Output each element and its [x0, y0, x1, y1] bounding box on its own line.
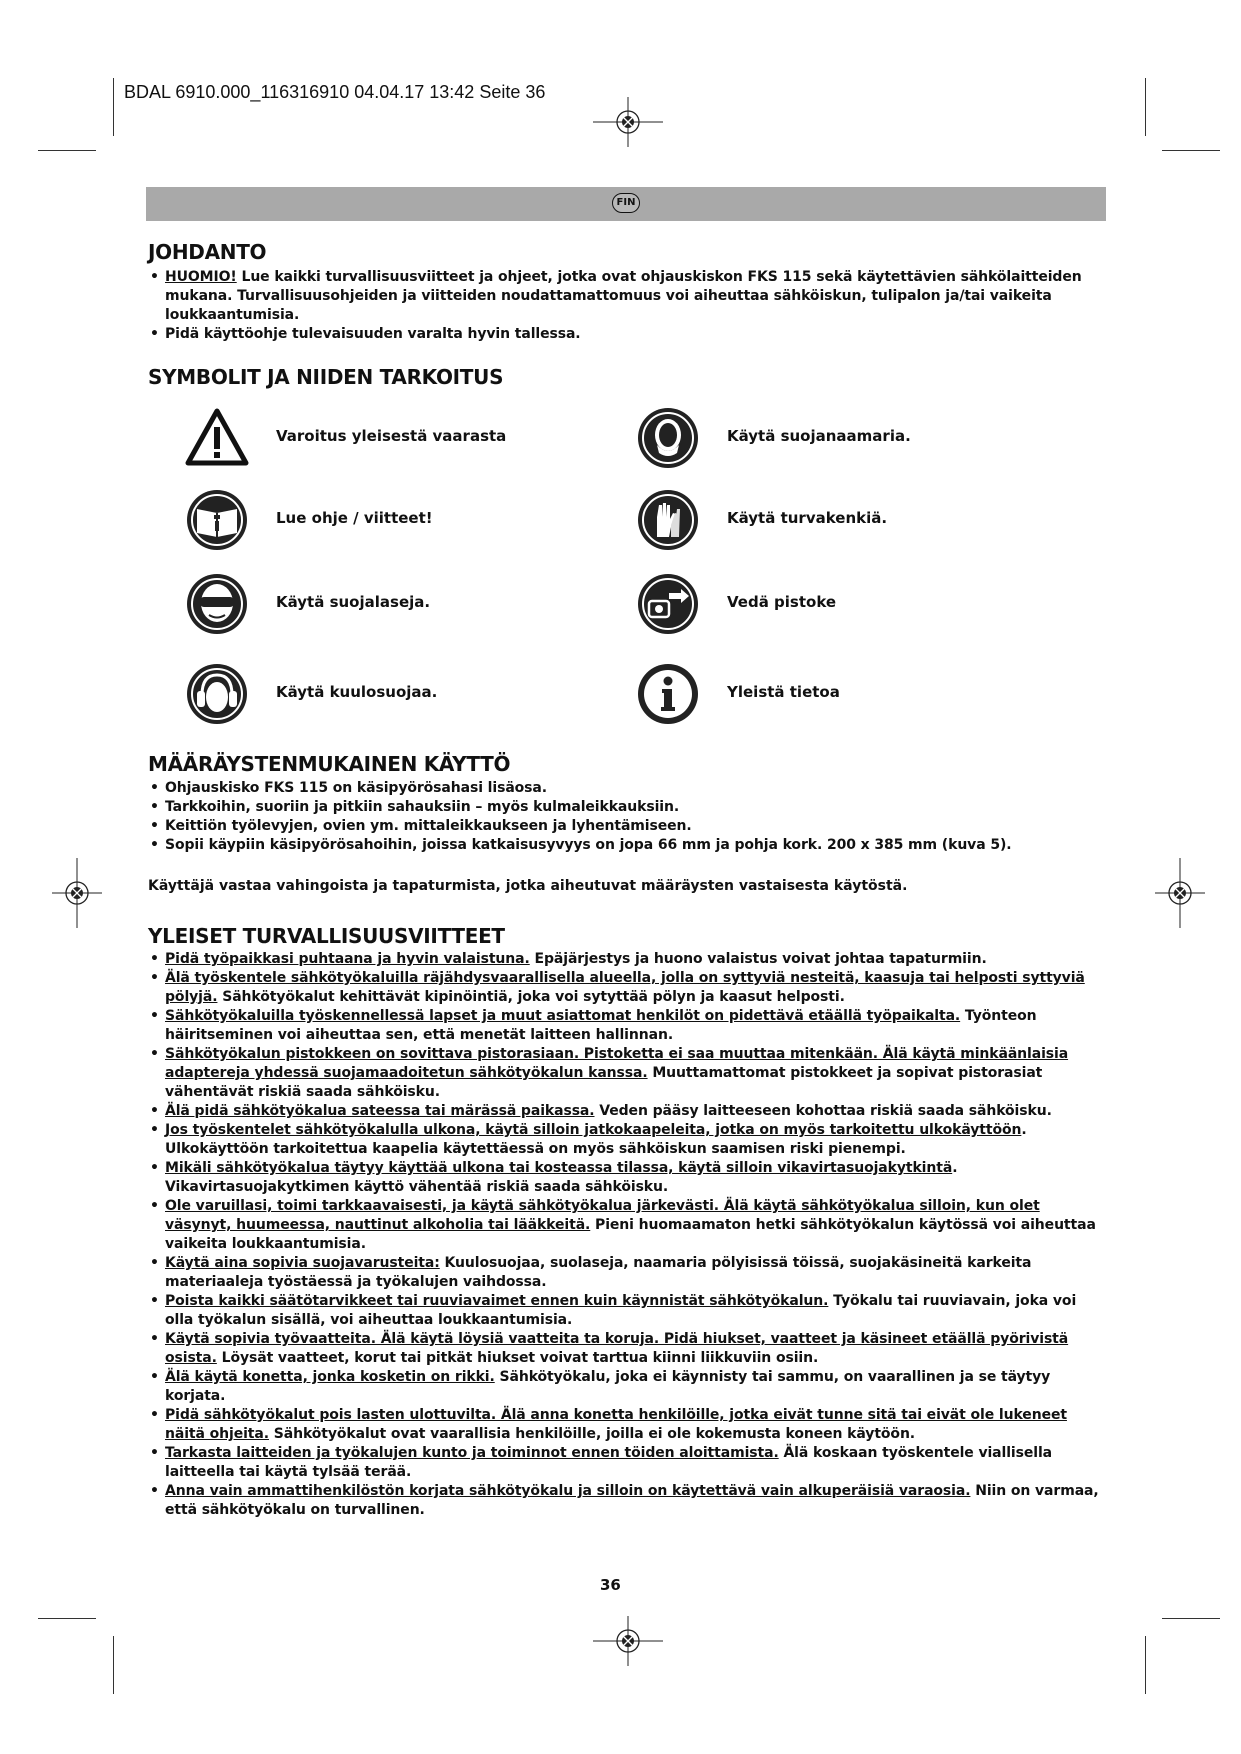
safety-bullet-text: Kuulosuojaa, suolaseja, naamaria pölyisissä töissä, suojakäsineitä karkeita materiaaleja työstäessä ja työkalujen vaihdossa.	[165, 1255, 1032, 1290]
safety-bullet-emphasis: Jos työskentelet sähkötyökalulla ulkona, käytä silloin jatkokaapeleita, jotka on myös tarkoitettu ulkokäyttöön	[165, 1122, 1022, 1138]
crop-mark	[113, 1636, 114, 1694]
crop-mark	[113, 78, 114, 136]
safety-glasses-icon	[184, 571, 250, 637]
crop-mark	[1162, 1618, 1220, 1619]
safety-bullet-text: Epäjärjestys ja huono valaistus voivat johtaa tapaturmiin.	[529, 951, 987, 967]
symbols-title: SYMBOLIT JA NIIDEN TARKOITUS	[148, 365, 504, 389]
symbol-label: Käytä turvakenkiä.	[727, 509, 888, 527]
face-mask-icon	[635, 405, 701, 471]
intended-use-bullet: • Sopii käypiin käsipyörösahoihin, joissa katkaisusyvyys on jopa 66 mm ja pohja kork. 200 x 385 mm (kuva 5).	[148, 836, 1108, 855]
symbol-label: Käytä kuulosuojaa.	[276, 683, 438, 701]
safety-bullet-emphasis: Poista kaikki säätötarvikkeet tai ruuviavaimet ennen kuin käynnistät sähkötyökalun.	[165, 1293, 829, 1309]
safety-bullet-text: Veden pääsy laitteeseen kohottaa riskiä saada sähköisku.	[594, 1103, 1052, 1119]
intended-use-bullet: • Keittiön työlevyjen, ovien ym. mittaleikkaukseen ja lyhentämiseen.	[148, 817, 1108, 836]
registration-mark-top	[593, 97, 663, 147]
safety-bullet-text: Sähkötyökalut ovat vaarallisia henkilöille, joilla ei ole kokemusta koneen käytöön.	[268, 1426, 916, 1442]
safety-bullet	[148, 1007, 1108, 1045]
safety-bullet	[148, 1406, 1108, 1444]
print-header: BDAL 6910.000_116316910 04.04.17 13:42 Seite 36	[124, 82, 546, 102]
safety-bullet-emphasis: Sähkötyökalun pistokkeen on sovittava pistorasiaan. Pistoketta ei saa muuttaa mitenkään. Älä käytä minkäänlaisia adaptereja yhdessä suojamaadoitetun sähkötyökalun kanssa.	[165, 1046, 1069, 1081]
safety-bullet-text: Sähkötyökalu, joka ei käynnisty tai sammu, on vaarallinen ja se täytyy korjata.	[165, 1369, 1051, 1404]
symbol-label: Käytä suojalaseja.	[276, 593, 431, 611]
safety-bullet	[148, 969, 1108, 1007]
safety-bullet-text: . Vikavirtasuojakytkimen käyttö vähentää riskiä saada sähköisku.	[165, 1160, 958, 1195]
safety-bullet-emphasis: Käytä aina sopivia suojavarusteita:	[165, 1255, 440, 1271]
crop-mark	[1162, 150, 1220, 151]
safety-bullet	[148, 1159, 1108, 1197]
intended-use-section	[148, 752, 1108, 896]
safety-bullet	[148, 1121, 1108, 1159]
language-badge: FIN	[612, 193, 640, 213]
page-number: 36	[600, 1576, 621, 1594]
ear-protection-icon	[184, 661, 250, 727]
symbol-label: Lue ohje / viitteet!	[276, 509, 433, 527]
safety-bullet	[148, 1292, 1108, 1330]
symbol-label: Varoitus yleisestä vaarasta	[276, 427, 507, 445]
unplug-icon	[635, 571, 701, 637]
safety-bullet	[148, 1197, 1108, 1254]
language-band	[146, 187, 1106, 221]
safety-bullet	[148, 1368, 1108, 1406]
safety-section	[148, 924, 1108, 1520]
safety-bullet	[148, 1330, 1108, 1368]
safety-bullet-emphasis: Tarkasta laitteiden ja työkalujen kunto ja toiminnot ennen töiden aloittamista.	[165, 1445, 779, 1461]
intro-bullet	[148, 268, 1108, 325]
liability-note: Käyttäjä vastaa vahingoista ja tapaturmista, jotka aiheutuvat määräysten vastaisesta käytöstä.	[148, 878, 908, 894]
symbol-label: Käytä suojanaamaria.	[727, 427, 911, 445]
crop-mark	[38, 1618, 96, 1619]
crop-mark	[1145, 1636, 1146, 1694]
safety-bullet-text: Niin on varmaa, että sähkötyökalu on turvallinen.	[165, 1483, 1099, 1518]
symbol-label: Vedä pistoke	[727, 593, 837, 611]
safety-bullet	[148, 1102, 1108, 1121]
registration-mark-bottom	[593, 1616, 663, 1666]
intro-section	[148, 240, 1108, 344]
safety-bullet-emphasis: Älä käytä konetta, jonka kosketin on rikki.	[165, 1369, 495, 1385]
safety-bullet	[148, 1482, 1108, 1520]
safety-gloves-icon	[635, 487, 701, 553]
safety-bullet-emphasis: Käytä sopivia työvaatteita. Älä käytä löysiä vaatteita ta koruja. Pidä hiukset, vaatteet ja käsineet etäällä pyörivistä osista.	[165, 1331, 1069, 1366]
intro-bullet-emphasis: HUOMIO!	[165, 269, 237, 285]
intro-title: JOHDANTO	[148, 240, 267, 264]
safety-bullet-text: Älä koskaan työskentele viallisella laitteella tai käytä tylsää terää.	[165, 1445, 1052, 1480]
intro-bullet-text: Pidä käyttöohje tulevaisuuden varalta hyvin tallessa.	[165, 326, 581, 342]
intro-bullet-text: Lue kaikki turvallisuusviitteet ja ohjeet, jotka ovat ohjauskiskon FKS 115 sekä käytettävien sähkölaitteiden mukana. Turvallisuusohjeiden ja viitteiden noudattamattomuus voi aiheuttaa sähköiskun, tulipalon ja/tai vaikeita loukkaantumisia.	[165, 269, 1082, 323]
safety-bullet-text: Löysät vaatteet, korut tai pitkät hiukset voivat tarttua kiinni liikkuviin osiin.	[216, 1350, 819, 1366]
safety-bullet-text: Sähkötyökalut kehittävät kipinöintiä, joka voi sytyttää pölyn ja kaasut helposti.	[217, 989, 845, 1005]
warning-triangle-icon	[184, 405, 250, 471]
symbols-grid	[180, 405, 1080, 715]
crop-mark	[1145, 78, 1146, 136]
registration-mark-right	[1155, 858, 1205, 928]
safety-bullet-emphasis: Älä pidä sähkötyökalua sateessa tai märässä paikassa.	[165, 1103, 595, 1119]
safety-bullet-emphasis: Mikäli sähkötyökalua täytyy käyttää ulkona tai kosteassa tilassa, käytä silloin vikavirtasuojakytkintä	[165, 1160, 953, 1176]
registration-mark-left	[52, 858, 102, 928]
symbols-section	[148, 365, 1108, 389]
intro-bullet	[148, 325, 1108, 344]
symbol-label: Yleistä tietoa	[727, 683, 840, 701]
safety-bullet	[148, 1045, 1108, 1102]
intended-use-title: MÄÄRÄYSTENMUKAINEN KÄYTTÖ	[148, 752, 511, 776]
intended-use-bullet: • Tarkkoihin, suoriin ja pitkiin sahauksiin – myös kulmaleikkauksiin.	[148, 798, 1108, 817]
safety-bullet	[148, 1444, 1108, 1482]
safety-bullet-emphasis: Pidä työpaikkasi puhtaana ja hyvin valaistuna.	[165, 951, 530, 967]
safety-bullet-text: Pieni huomaamaton hetki sähkötyökalun käytössä voi aiheuttaa vaikeita loukkaantumisia.	[165, 1217, 1096, 1252]
safety-bullet-text: Työnteon häiritseminen voi aiheuttaa sen, että menetät laitteen hallinnan.	[165, 1008, 1037, 1043]
safety-bullet-emphasis: Anna vain ammattihenkilöstön korjata sähkötyökalu ja silloin on käytettävä vain alkuperäisiä varaosia.	[165, 1483, 971, 1499]
safety-bullet-text: Muuttamattomat pistokkeet ja sopivat pistorasiat vähentävät riskiä saada sähköisku.	[165, 1065, 1043, 1100]
safety-bullet	[148, 1254, 1108, 1292]
read-manual-icon	[184, 487, 250, 553]
information-icon	[635, 661, 701, 727]
safety-bullet-text: Työkalu tai ruuviavain, joka voi olla työkalun sisällä, voi aiheuttaa loukkaantumisia.	[165, 1293, 1077, 1328]
safety-title: YLEISET TURVALLISUUSVIITTEET	[148, 924, 505, 948]
crop-mark	[38, 150, 96, 151]
safety-bullet-emphasis: Pidä sähkötyökalut pois lasten ulottuvilta. Älä anna konetta henkilöille, jotka eivät tunne sitä tai eivät ole lukeneet näitä ohjeita.	[165, 1407, 1067, 1442]
safety-bullet-emphasis: Älä työskentele sähkötyökaluilla räjähdysvaarallisella alueella, jolla on syttyviä nesteitä, kaasuja tai helposti syttyviä pölyjä.	[165, 970, 1085, 1005]
safety-bullet-emphasis: Ole varuillasi, toimi tarkkaavaisesti, ja käytä sähkötyökalua järkevästi. Älä käytä sähkötyökalua silloin, kun olet väsynyt, huumeessa, nauttinut alkoholia tai lääkkeitä.	[165, 1198, 1040, 1233]
safety-bullet	[148, 950, 1108, 969]
intended-use-bullet: • Ohjauskisko FKS 115 on käsipyörösahasi lisäosa.	[148, 779, 1108, 798]
safety-bullet-emphasis: Sähkötyökaluilla työskennellessä lapset ja muut asiattomat henkilöt on pidettävä etäällä työpaikalta.	[165, 1008, 961, 1024]
safety-bullet-text: . Ulkokäyttöön tarkoitettua kaapelia käytettäessä on myös sähköiskun saamisen riski pienempi.	[165, 1122, 1027, 1157]
